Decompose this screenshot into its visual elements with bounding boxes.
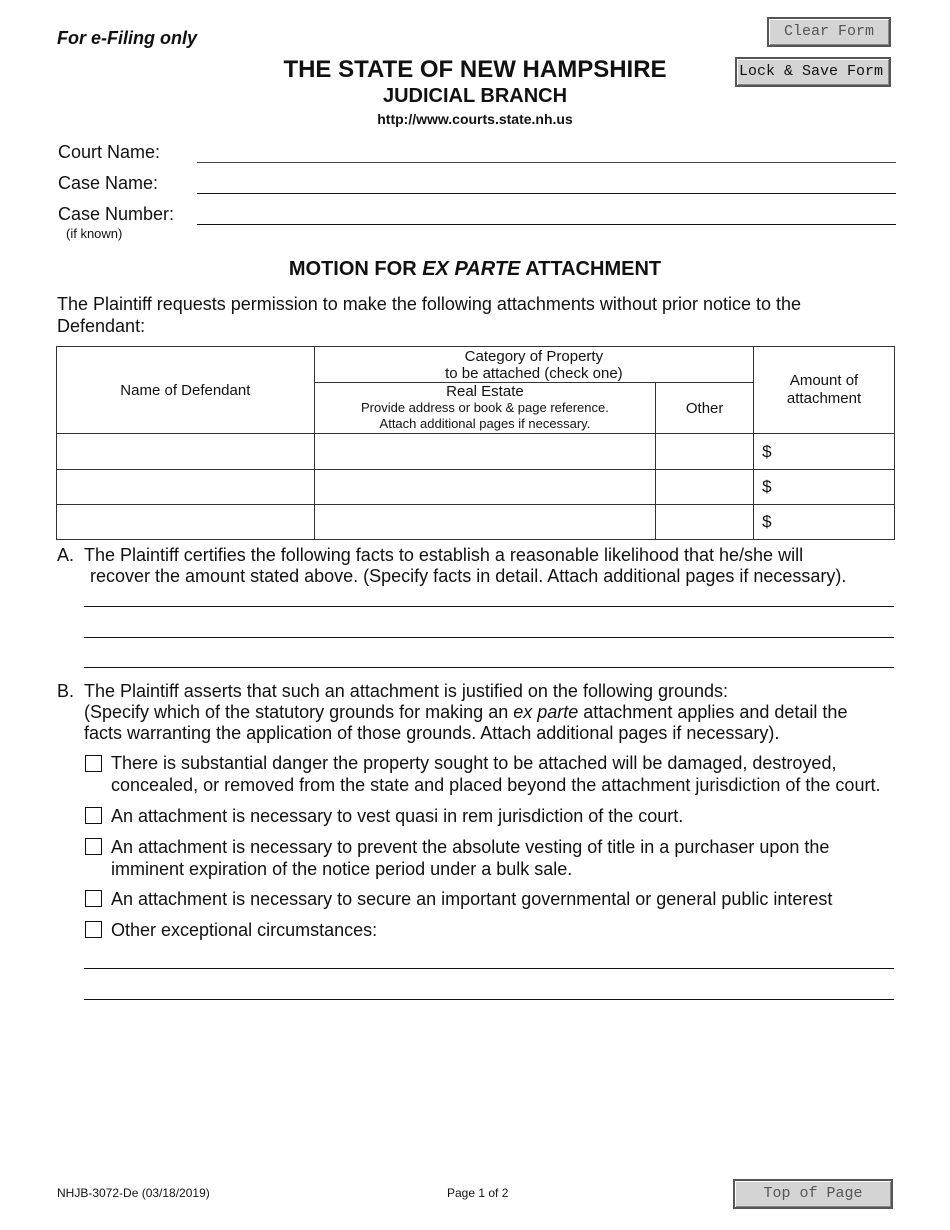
section-b-marker: B. (57, 681, 75, 701)
ground-public-interest-checkbox[interactable] (85, 890, 102, 907)
form-id: NHJB-3072-De (03/18/2019) (57, 1186, 210, 1200)
currency-symbol: $ (762, 512, 772, 531)
table-row (57, 505, 895, 540)
real-estate-label: Real Estate (446, 383, 524, 400)
state-title: THE STATE OF NEW HAMPSHIRE (283, 56, 667, 83)
ground-other-checkbox[interactable] (85, 921, 102, 938)
amount-header-line2: attachment (786, 390, 862, 407)
real-estate-note1: Provide address or book & page reference. (360, 400, 609, 415)
efiling-notice: For e-Filing only (57, 28, 197, 48)
section-b-line2 (84, 702, 924, 723)
clear-form-button[interactable]: Clear Form (767, 17, 891, 47)
ground-bulk-sale-text (111, 836, 901, 880)
amount-cell[interactable] (754, 505, 895, 540)
currency-symbol: $ (762, 441, 772, 461)
court-name-field[interactable] (197, 140, 896, 163)
motion-title-italic: EX PARTE (422, 258, 521, 280)
ground-other-text: Other exceptional circumstances: (111, 920, 378, 940)
amount-cell[interactable] (754, 470, 895, 505)
defendant-name-cell[interactable] (57, 505, 315, 540)
ground-bulk-sale-line1: An attachment is necessary to prevent the absolute vesting of title in a purchaser upon the (111, 837, 830, 857)
case-number-label: Case Number: (58, 204, 175, 224)
facts-line-3[interactable] (84, 667, 894, 668)
category-header-line2: to be attached (check one) (445, 364, 623, 382)
section-b-line2-italic: ex parte (513, 702, 579, 722)
section-b-line3: facts warranting the application of those grounds. Attach additional pages if necessary). (84, 723, 780, 743)
motion-title-prefix: MOTION FOR (288, 258, 423, 280)
table-row (57, 470, 895, 505)
category-header (314, 347, 753, 383)
other-cell[interactable] (656, 434, 754, 470)
lock-save-form-button[interactable]: Lock & Save Form (735, 57, 891, 87)
real-estate-cell[interactable] (314, 505, 656, 540)
branch-title: JUDICIAL BRANCH (382, 85, 568, 107)
attachment-table (56, 346, 895, 540)
real-estate-header (314, 383, 656, 434)
section-a-line1: The Plaintiff certifies the following facts to establish a reasonable likelihood that he/she will (84, 545, 804, 565)
ground-public-interest-text: An attachment is necessary to secure an important governmental or general public interest (111, 889, 833, 909)
defendant-name-cell[interactable] (57, 470, 315, 505)
top-of-page-button[interactable]: Top of Page (733, 1179, 893, 1209)
motion-title (0, 258, 950, 281)
section-a-marker: A. (57, 545, 75, 565)
ground-danger-text (111, 752, 901, 796)
section-b-line2-post: attachment applies and detail the (578, 702, 848, 722)
name-of-defendant-header: Name of Defendant (57, 347, 315, 434)
case-number-field[interactable] (197, 202, 896, 225)
real-estate-cell[interactable] (314, 434, 656, 470)
facts-line-1[interactable] (84, 606, 894, 607)
ground-bulk-sale-line2: imminent expiration of the notice period under a bulk sale. (111, 859, 573, 879)
other-header: Other (656, 383, 754, 434)
ground-danger-line1: There is substantial danger the property sought to be attached will be damaged, destroyed, (111, 753, 837, 773)
ground-quasi-in-rem-text: An attachment is necessary to vest quasi in rem jurisdiction of the court. (111, 806, 684, 826)
amount-header-line1: Amount of (789, 372, 859, 389)
amount-header (754, 347, 895, 434)
ground-quasi-in-rem-checkbox[interactable] (85, 807, 102, 824)
court-url: http://www.courts.state.nh.us (377, 111, 573, 127)
ground-bulk-sale-checkbox[interactable] (85, 838, 102, 855)
ground-danger-checkbox[interactable] (85, 755, 102, 772)
section-b-line2-pre: (Specify which of the statutory grounds for making an (84, 702, 514, 722)
table-row (57, 434, 895, 470)
ground-danger-line2: concealed, or removed from the state and placed beyond the attachment jurisdiction of the court. (111, 775, 881, 795)
amount-cell[interactable] (754, 434, 895, 470)
defendant-name-cell[interactable] (57, 434, 315, 470)
section-b-line1: The Plaintiff asserts that such an attachment is justified on the following grounds: (84, 681, 729, 701)
facts-line-2[interactable] (84, 637, 894, 638)
category-header-line1: Category of Property (464, 347, 604, 365)
if-known-note: (if known) (66, 226, 123, 241)
section-a-line2: recover the amount stated above. (Specify facts in detail. Attach additional pages if necessary). (90, 566, 847, 586)
page-number: Page 1 of 2 (447, 1186, 509, 1200)
case-name-label: Case Name: (58, 173, 159, 193)
other-cell[interactable] (656, 470, 754, 505)
case-name-field[interactable] (197, 171, 896, 194)
other-circumstances-line-1[interactable] (84, 968, 894, 969)
motion-title-suffix: ATTACHMENT (520, 258, 662, 280)
real-estate-cell[interactable] (314, 470, 656, 505)
other-cell[interactable] (656, 505, 754, 540)
currency-symbol: $ (762, 477, 772, 496)
intro-text: The Plaintiff requests permission to make the following attachments without prior notice to the Defendant: (57, 294, 802, 336)
court-name-label: Court Name: (58, 142, 161, 162)
real-estate-note2: Attach additional pages if necessary. (379, 416, 591, 431)
other-circumstances-line-2[interactable] (84, 999, 894, 1000)
